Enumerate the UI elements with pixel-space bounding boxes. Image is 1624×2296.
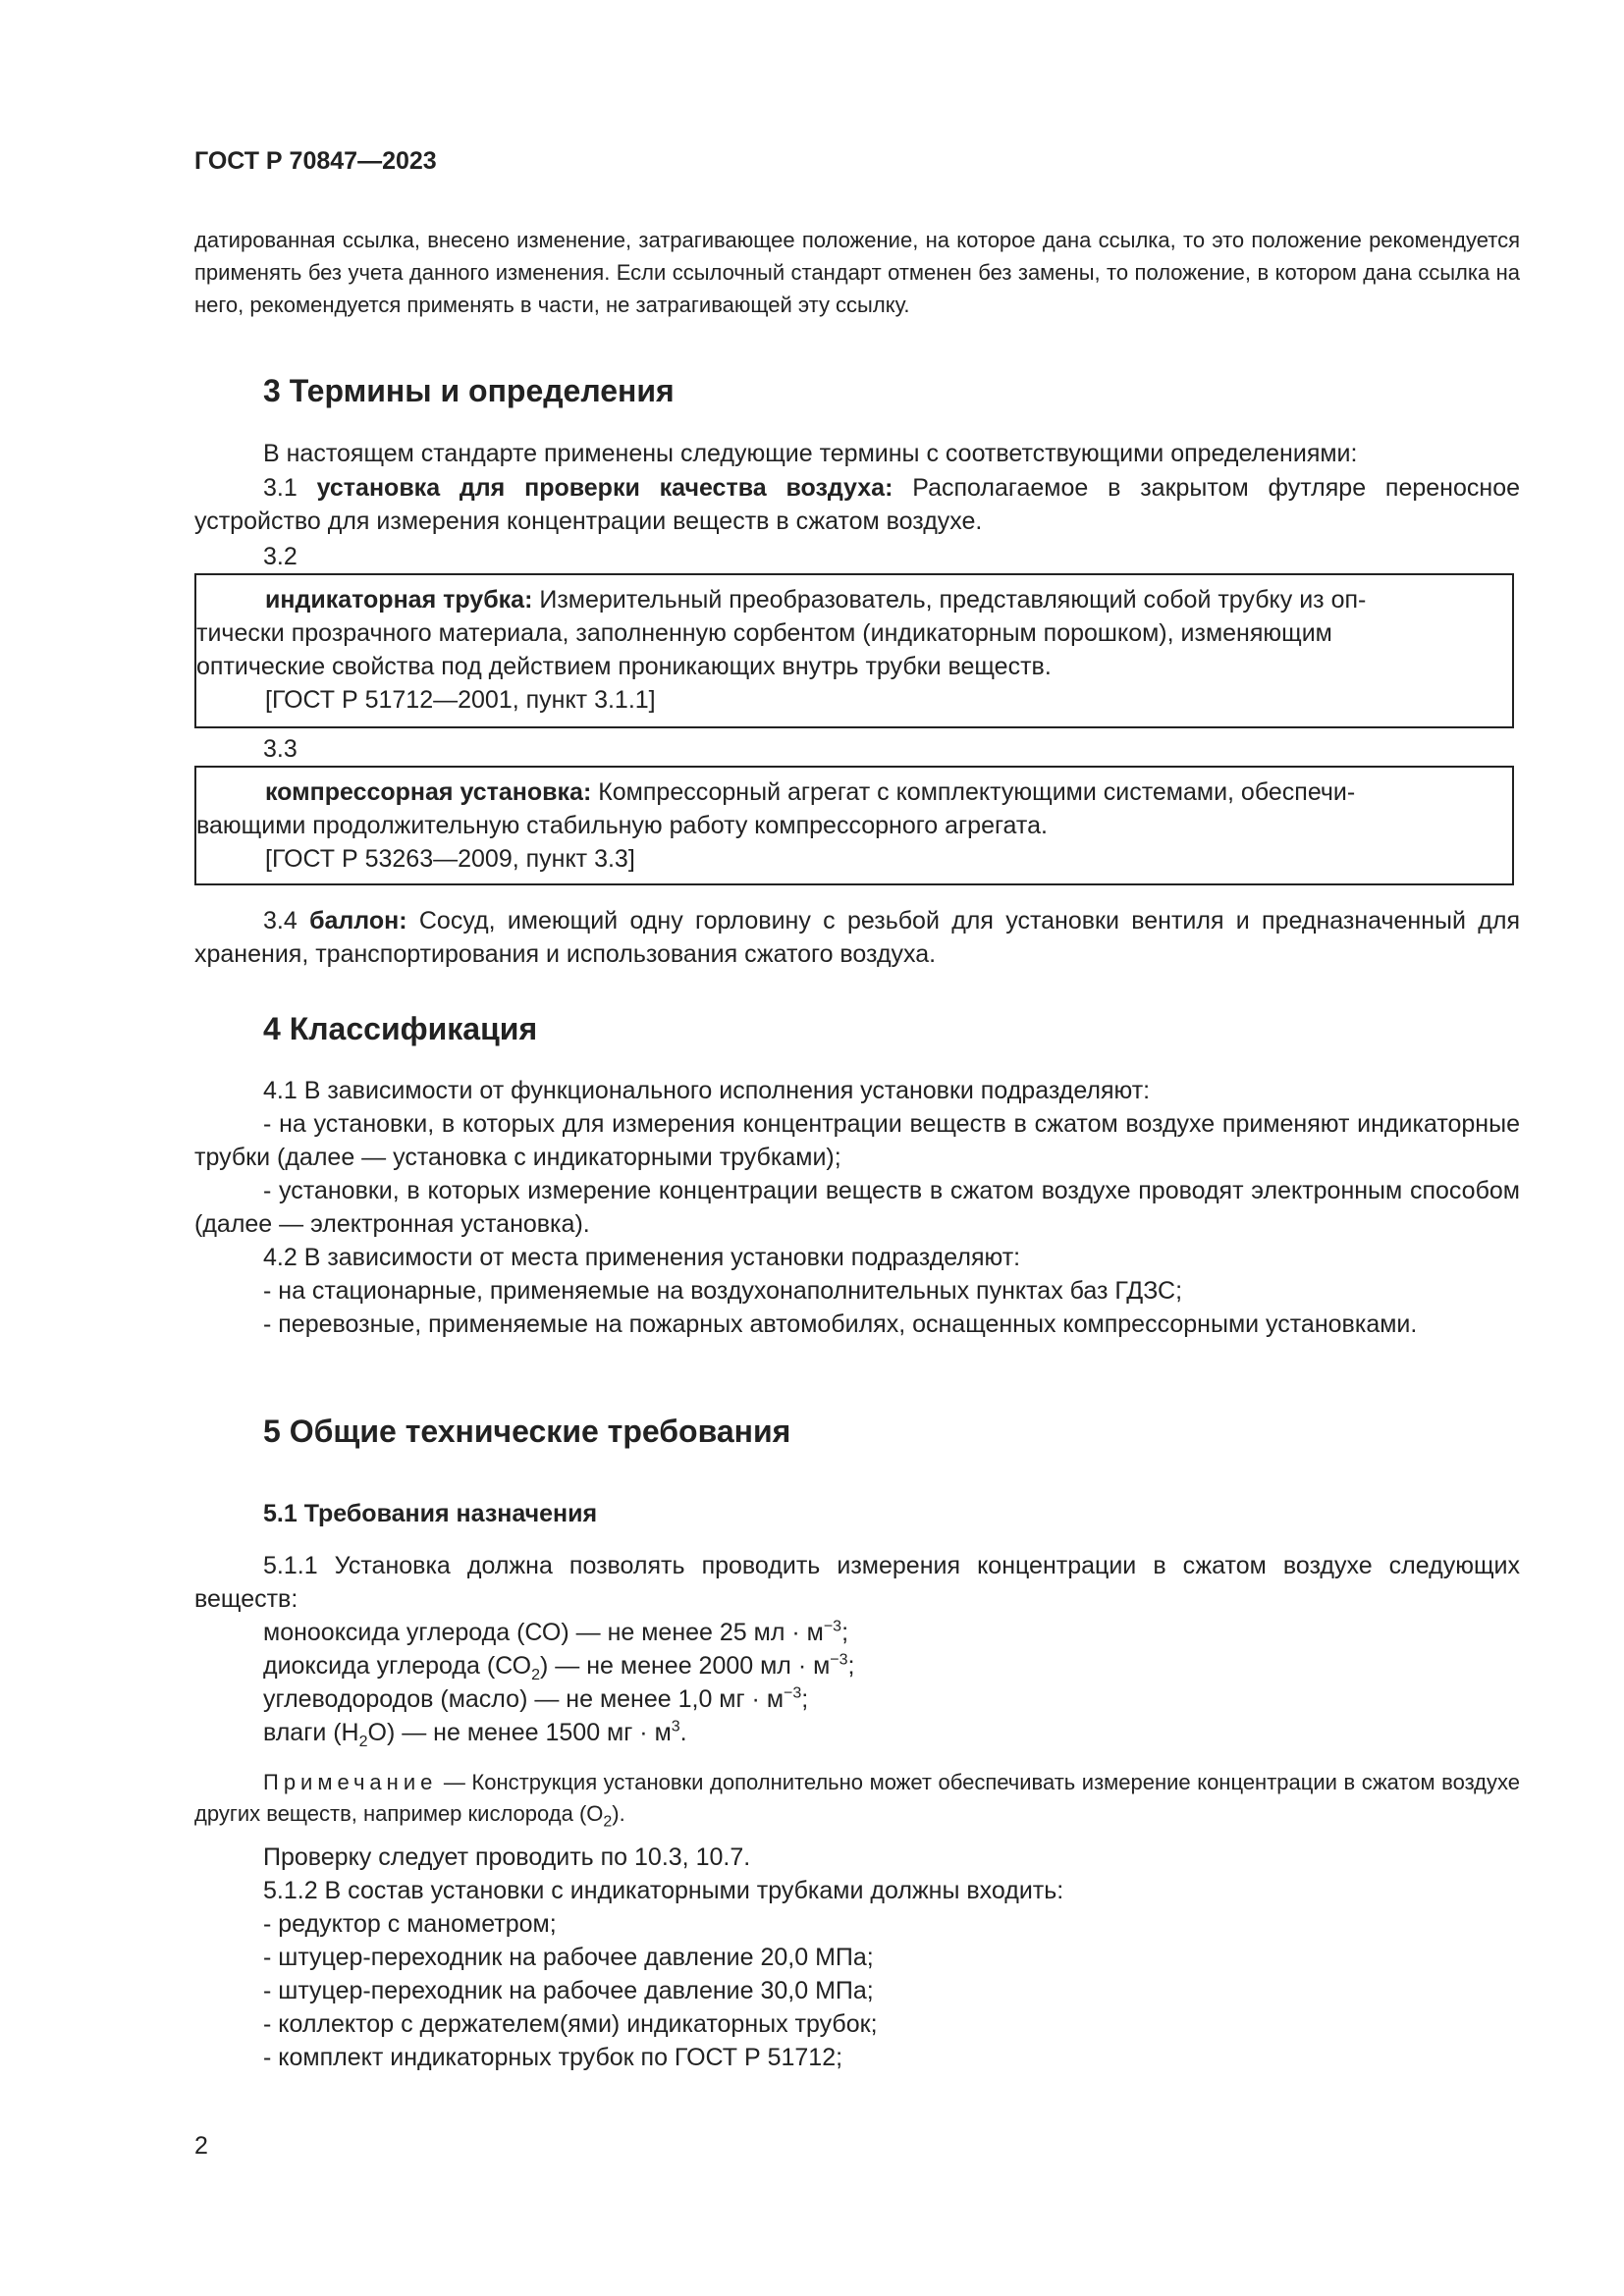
subsection-5-1-title: 5.1 Требования назначения <box>263 1500 598 1527</box>
term-3-4 <box>194 904 1520 971</box>
para-4-1-a: - на установки, в которых для измерения концентрации веществ в сжатом воздухе применяют индикаторные трубки (далее — установка с индикаторными трубками); <box>194 1110 1520 1171</box>
list-item: - коллектор с держателем(ями) индикаторных трубок; <box>263 2010 878 2038</box>
term-3-1-term: установка для проверки качества воздуха: <box>316 474 893 502</box>
section-3-lead: В настоящем стандарте применены следующие термины с соответствующими определениями: <box>263 440 1358 467</box>
note-end: ). <box>612 1801 625 1826</box>
note <box>194 1767 1520 1830</box>
term-3-4-def: Сосуд, имеющий одну горловину с резьбой для установки вентиля и предназначенный для хранения, транспортирования и использования сжатого воздуха. <box>194 907 1520 968</box>
para-5-1-1: 5.1.1 Установка должна позволять проводить измерения концентрации в сжатом воздухе следующих веществ: <box>194 1552 1520 1613</box>
term-3-1-def: Располагаемое в закрытом футляре переносное устройство для измерения концентрации веществ в сжатом воздухе. <box>194 474 1520 535</box>
substance-h2o-text: влаги (Н <box>263 1719 359 1746</box>
substance-oil-exp: −3 <box>784 1684 802 1702</box>
substance-co-text: монооксида углерода (СО) — не менее 25 мл · м <box>263 1619 824 1646</box>
intro-paragraph: датированная ссылка, внесено изменение, затрагивающее положение, на которое дана ссылка, то это положение рекомендуется применять без учета данного изменения. Если ссылочный стандарт отменен без замены, то положение, в котором дана ссылка на него, рекомендуется применять в части, не затрагивающей эту ссылку. <box>194 228 1520 317</box>
term-3-3-def-2: вающими продолжительную стабильную работу компрессорного агрегата. <box>196 812 1048 839</box>
term-3-3-term: компрессорная установка: <box>265 778 592 806</box>
term-3-2-box <box>194 573 1514 728</box>
para-4-2-a: - на стационарные, применяемые на воздухонаполнительных пунктах баз ГДЗС; <box>263 1277 1183 1305</box>
list-item: - штуцер-переходник на рабочее давление 30,0 МПа; <box>263 1977 874 2004</box>
section-4-title: 4 Классификация <box>263 1011 538 1046</box>
term-3-4-num: 3.4 <box>263 907 298 934</box>
para-4-1-b: - установки, в которых измерение концентрации веществ в сжатом воздухе проводят электронным способом (далее — электронная установка). <box>194 1177 1520 1238</box>
para-4-1: 4.1 В зависимости от функционального исполнения установки подразделяют: <box>263 1077 1151 1104</box>
substance-co-exp: −3 <box>823 1618 842 1635</box>
para-5-1-2: 5.1.2 В состав установки с индикаторными трубками должны входить: <box>263 1877 1064 1904</box>
substance-co2-sub: 2 <box>531 1667 541 1683</box>
check-reference: Проверку следует проводить по 10.3, 10.7. <box>263 1843 751 1871</box>
term-3-1-num: 3.1 <box>263 474 298 502</box>
substance-h2o-sub: 2 <box>358 1734 368 1750</box>
term-3-2-num: 3.2 <box>263 543 298 570</box>
section-3-title: 3 Термины и определения <box>263 373 675 408</box>
note-label: Примечание <box>263 1770 438 1794</box>
term-3-3-line1 <box>265 775 1504 809</box>
substance-co2-exp: −3 <box>830 1651 848 1669</box>
substance-oil-text: углеводородов (масло) — не менее 1,0 мг · м <box>263 1685 785 1713</box>
note-sub: 2 <box>603 1813 613 1831</box>
term-3-2-def-2: тически прозрачного материала, заполненную сорбентом (индикаторным порошком), изменяющим <box>196 619 1332 647</box>
term-3-3-box <box>194 766 1514 885</box>
substance-co2-text-2: ) — не менее 2000 мл · м <box>540 1652 831 1680</box>
term-3-2-def-3: оптические свойства под действием проникающих внутрь трубки веществ. <box>196 653 1052 680</box>
substance-h2o: влаги $(Н_2О)$ — не менее 1500 мг · $м^3$. <box>263 1718 687 1750</box>
substance-oil: углеводородов (масло) — не менее 1,0 мг · $м^{-3}$; <box>263 1684 809 1713</box>
page-number: 2 <box>194 2132 208 2160</box>
list-item: - редуктор с манометром; <box>263 1910 557 1938</box>
term-3-2-def-1: Измерительный преобразователь, представляющий собой трубку из оп- <box>539 586 1367 614</box>
substance-h2o-exp: 3 <box>671 1718 680 1735</box>
substance-co2: диоксида углерода $(СО_2)$ — не менее 2000 мл · $м^{-3}$; <box>263 1651 855 1683</box>
note-text: — Конструкция установки дополнительно может обеспечивать измерение концентрации в сжатом воздухе других веществ, например кислорода (О <box>194 1770 1520 1826</box>
doc-header: ГОСТ Р 70847—2023 <box>194 147 437 175</box>
term-3-2-term: индикаторная трубка: <box>265 586 533 614</box>
section-5-title: 5 Общие технические требования <box>263 1414 791 1449</box>
substance-co2-text: диоксида углерода (СО <box>263 1652 532 1680</box>
term-3-3-source: [ГОСТ Р 53263—2009, пункт 3.3] <box>265 845 635 873</box>
term-3-2-source: [ГОСТ Р 51712—2001, пункт 3.1.1] <box>265 686 656 714</box>
term-3-1 <box>194 471 1520 538</box>
term-3-4-term: баллон: <box>309 907 407 934</box>
term-3-3-num: 3.3 <box>263 735 298 763</box>
para-4-2-b: - перевозные, применяемые на пожарных автомобилях, оснащенных компрессорными установками. <box>263 1310 1418 1338</box>
term-3-2-line1 <box>265 583 1504 616</box>
term-3-3-def-1: Компрессорный агрегат с комплектующими системами, обеспечи- <box>598 778 1356 806</box>
substance-h2o-text-2: О) — не менее 1500 мг · м <box>367 1719 672 1746</box>
list-item: - штуцер-переходник на рабочее давление 20,0 МПа; <box>263 1944 874 1971</box>
list-item: - комплект индикаторных трубок по ГОСТ Р 51712; <box>263 2044 843 2071</box>
para-4-2: 4.2 В зависимости от места применения установки подразделяют: <box>263 1244 1021 1271</box>
substance-co: монооксида углерода (СО) — не менее 25 мл · $м^{-3}$; <box>263 1618 849 1646</box>
